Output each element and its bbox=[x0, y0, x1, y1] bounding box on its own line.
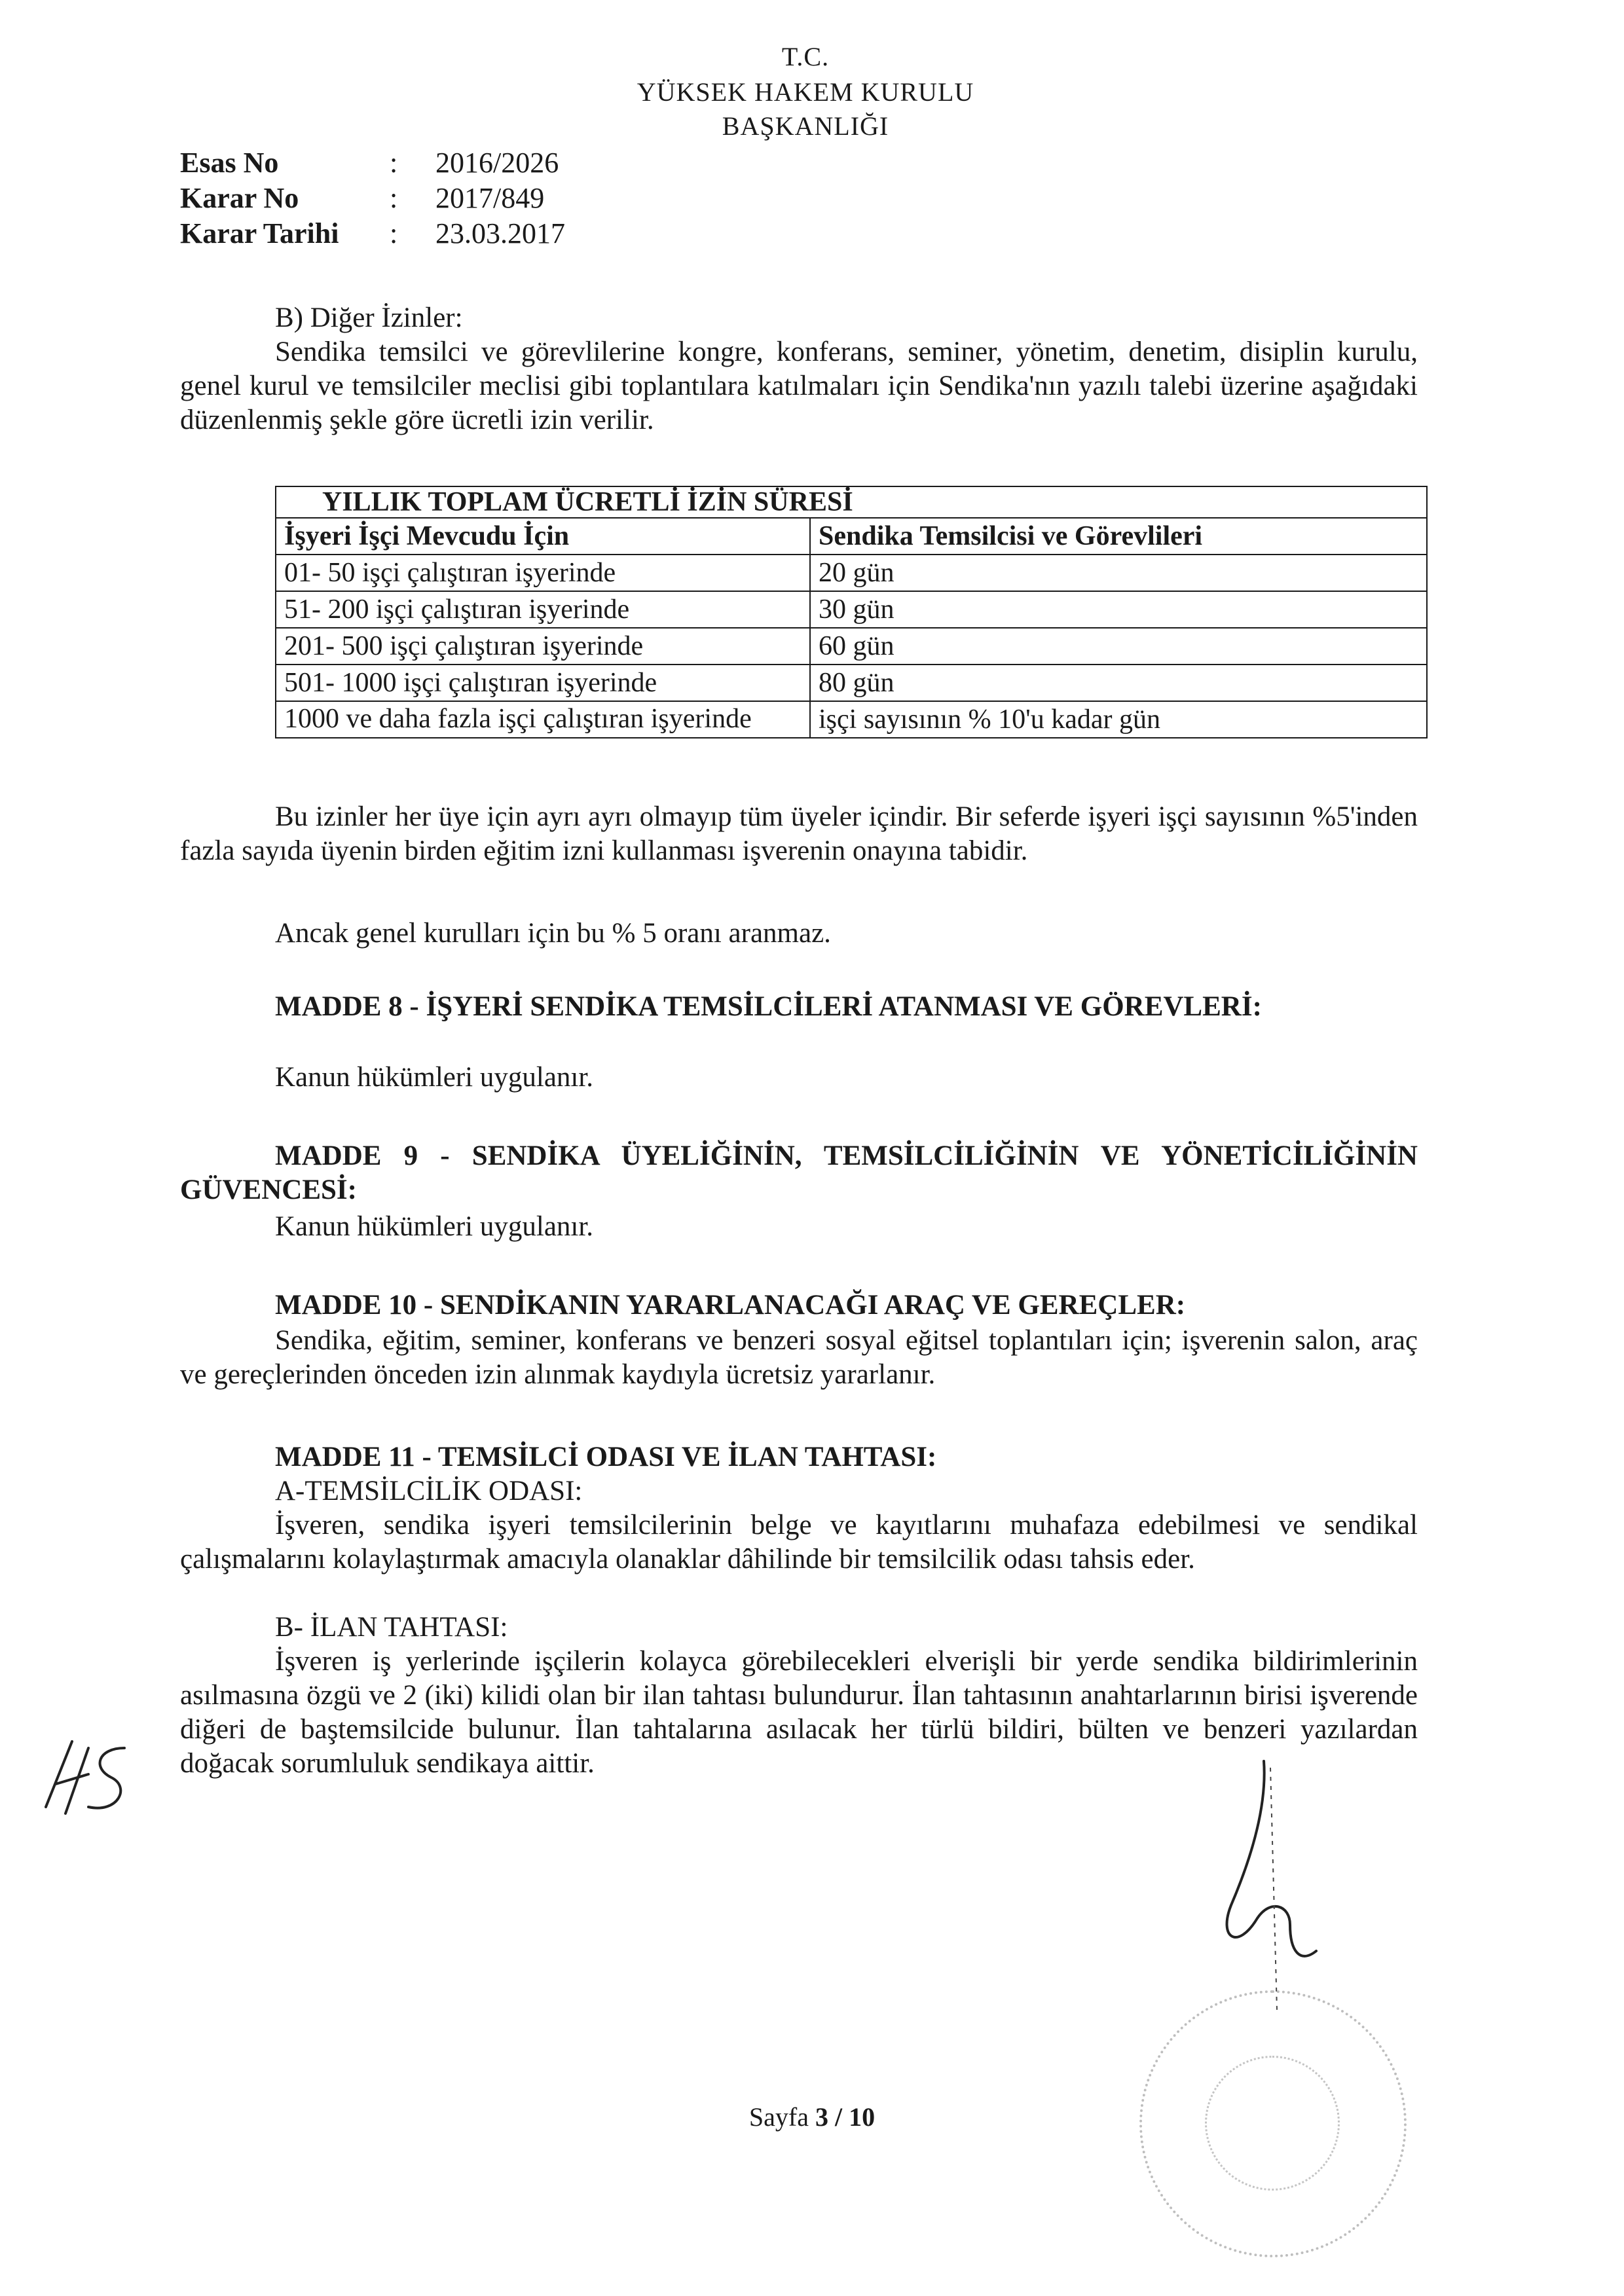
madde-11-sub-a: A-TEMSİLCİLİK ODASI: bbox=[275, 1476, 583, 1506]
madde-10-heading: MADDE 10 - SENDİKANIN YARARLANACAĞI ARAÇ VE GEREÇLER: bbox=[275, 1290, 1186, 1321]
table-cell: 1000 ve daha fazla işçi çalıştıran işyerinde bbox=[276, 701, 810, 738]
header-institution: YÜKSEK HAKEM KURULU bbox=[637, 77, 974, 107]
leave-table-col-header: İşyeri İşçi Mevcudu İçin bbox=[276, 518, 810, 555]
leave-table bbox=[275, 486, 1428, 738]
madde-11-text-b: İşveren iş yerlerinde işçilerin kolayca görebilecekleri elverişli bir yerde sendika bildirimlerinin asılmasına özgü ve 2 (iki) kilidi olan bir ilan tahtası bulundurur. İlan tahtasının anahtarlarının birisi işverende diğeri de baştemsilcide bulunur. İlan tahtalarına asılacak her türlü bildiri, bülten ve benzeri yazılardan doğacak sorumluluk sendikaya aittir. bbox=[180, 1646, 1418, 1779]
table-cell: 51- 200 işçi çalıştıran işyerinde bbox=[276, 591, 810, 628]
table-cell: 60 gün bbox=[810, 628, 1427, 665]
after-table-paragraph: Bu izinler her üye için ayrı ayrı olmayıp tüm üyeler içindir. Bir seferde işyeri işçi sayısının %5'inden fazla sayıda üyenin birden eğitim izni kullanması işverenin onayına tabidir. bbox=[180, 801, 1418, 866]
table-cell: 01- 50 işçi çalıştıran işyerinde bbox=[276, 555, 810, 591]
table-cell: 30 gün bbox=[810, 591, 1427, 628]
meta-karar-no: Karar No : 2017/849 bbox=[180, 182, 545, 214]
madde-9-text: Kanun hükümleri uygulanır. bbox=[275, 1211, 594, 1242]
table-cell: işçi sayısının % 10'u kadar gün bbox=[810, 701, 1427, 738]
section-b-heading: B) Diğer İzinler: bbox=[275, 302, 463, 333]
madde-8-text: Kanun hükümleri uygulanır. bbox=[275, 1062, 594, 1093]
page-number: Sayfa 3 / 10 bbox=[748, 2102, 876, 2132]
after-table-note: Ancak genel kurulları için bu % 5 oranı aranmaz. bbox=[275, 918, 831, 949]
header-tc: T.C. bbox=[781, 42, 830, 71]
meta-esas-no: Esas No : 2016/2026 bbox=[180, 147, 559, 179]
madde-11-heading: MADDE 11 - TEMSİLCİ ODASI VE İLAN TAHTASI: bbox=[275, 1442, 937, 1472]
table-cell: 20 gün bbox=[810, 555, 1427, 591]
madde-8-heading: MADDE 8 - İŞYERİ SENDİKA TEMSİLCİLERİ ATANMASI VE GÖREVLERİ: bbox=[275, 991, 1262, 1022]
madde-11-sub-b: B- İLAN TAHTASI: bbox=[275, 1612, 508, 1643]
table-cell: 80 gün bbox=[810, 665, 1427, 701]
table-row bbox=[276, 555, 1427, 591]
madde-11-text-a: İşveren, sendika işyeri temsilcilerinin belge ve kayıtlarını muhafaza edebilmesi ve sendikal çalışmalarını kolaylaştırmak amacıyla olanaklar dâhilinde bir temsilcilik odası tahsis eder. bbox=[180, 1510, 1418, 1575]
table-row bbox=[276, 665, 1427, 701]
leave-table-col-header: Sendika Temsilcisi ve Görevlileri bbox=[810, 518, 1427, 555]
madde-9-heading: MADDE 9 - SENDİKA ÜYELİĞİNİN, TEMSİLCİLİĞİNİN VE YÖNETİCİLİĞİNİN GÜVENCESİ: bbox=[180, 1140, 1418, 1205]
section-b-paragraph: Sendika temsilci ve görevlilerine kongre, konferans, seminer, yönetim, denetim, disiplin kurulu, genel kurul ve temsilciler meclisi gibi toplantılara katılmaları için Sendika'nın yazılı talebi üzerine aşağıdaki düzenlenmiş şekle göre ücretli izin verilir. bbox=[180, 337, 1418, 435]
table-cell: 201- 500 işçi çalıştıran işyerinde bbox=[276, 628, 810, 665]
handwritten-initials bbox=[26, 1728, 138, 1827]
table-row bbox=[276, 591, 1427, 628]
signature bbox=[1192, 1755, 1349, 2016]
table-cell: 501- 1000 işçi çalıştıran işyerinde bbox=[276, 665, 810, 701]
table-row bbox=[276, 701, 1427, 738]
official-stamp-inner-ring bbox=[1205, 2056, 1340, 2191]
madde-10-text: Sendika, eğitim, seminer, konferans ve benzeri sosyal eğitsel toplantıları için; işverenin salon, araç ve gereçlerinden önceden izin alınmak kaydıyla ücretsiz yararlanır. bbox=[180, 1325, 1418, 1390]
meta-karar-tarihi: Karar Tarihi : 23.03.2017 bbox=[180, 217, 565, 249]
leave-table-title: YILLIK TOPLAM ÜCRETLİ İZİN SÜRESİ bbox=[276, 486, 1427, 518]
header-presidency: BAŞKANLIĞI bbox=[722, 111, 889, 141]
table-row bbox=[276, 628, 1427, 665]
